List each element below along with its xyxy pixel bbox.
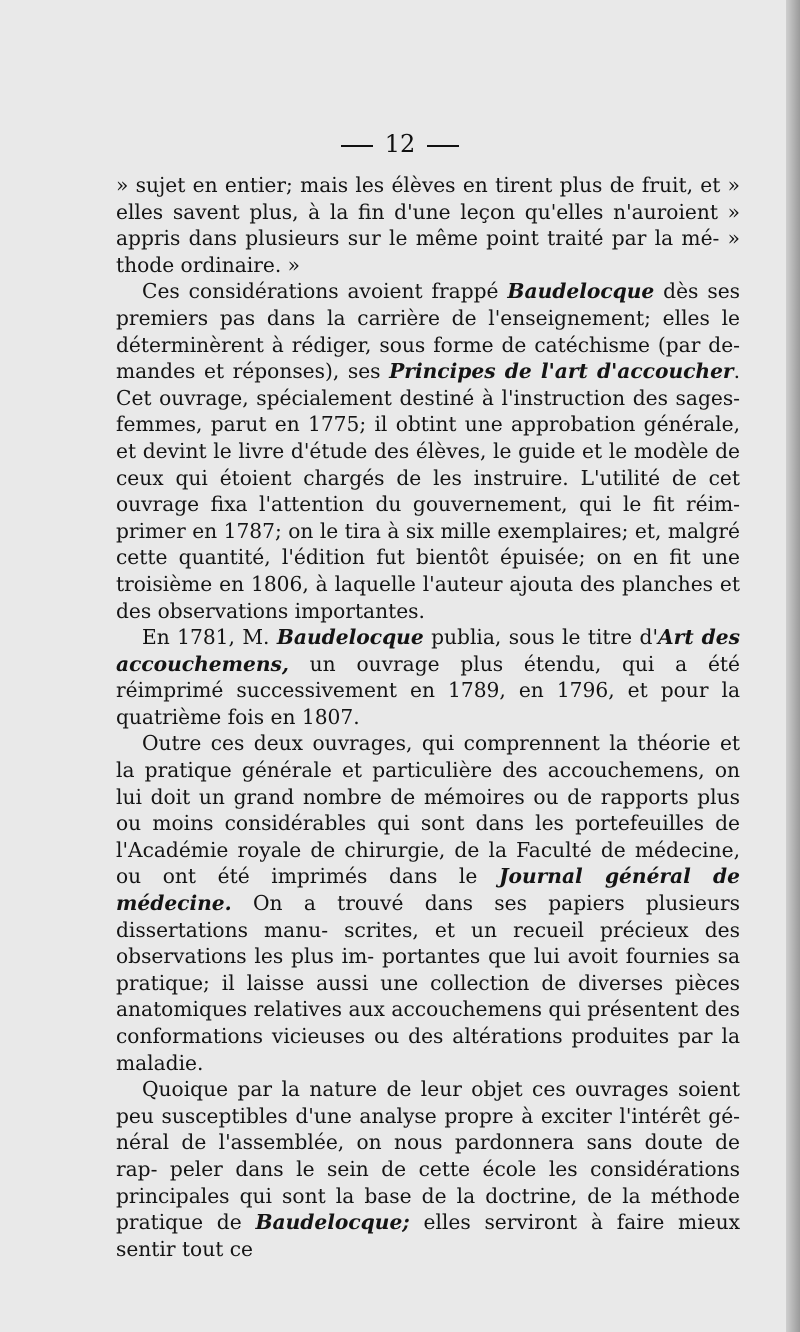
page-number: 12 — [384, 130, 416, 158]
italic-title: Baudelocque — [507, 279, 655, 304]
text-run: . Cet ouvrage, spécialement destiné à l'instruction des sages- femmes, parut en 1775; il obtint une approbation générale, et devint le livre d'étude des élèves, le guide et le modèle de ceux qui étoient chargés de les instruire. L'utilité de cet ouvrage fixa l'attention du gouvernement, qui le fit réim- primer en 1787; on le tira à six mille exemplaires; et, malgré cette quantité, l'édition fut bientôt épuisée; on en fit une troisième en 1806, à laquelle l'auteur ajouta des planches et des observations importantes. — [116, 359, 740, 623]
text-run: » sujet en entier; mais les élèves en tirent plus de fruit, et » elles savent plus, à la fin d'une leçon qu'elles n'auroient » appris dans plusieurs sur le même point traité par la mé- » thode ordinaire. » — [116, 173, 740, 277]
text-body — [116, 172, 740, 1262]
text-run: En 1781, M. — [142, 625, 277, 650]
text-run: un ouvrage plus étendu, qui a été réimprimé successivement en 1789, en 1796, et pour la quatrième fois en 1807. — [116, 651, 740, 729]
paragraph-3 — [116, 624, 740, 730]
page-edge — [786, 0, 800, 1332]
text-run: Outre ces deux ouvrages, qui comprennent la théorie et la pratique générale et particulière des accouchemens, on lui doit un grand nombre de mémoires ou de rapports plus ou moins considérables qui sont dans les portefeuilles de l'Académie royale de chirurgie, de la Faculté de médecine, ou ont été imprimés dans le — [116, 731, 740, 889]
header-dash-left — [341, 145, 373, 147]
text-run: dès ses premiers pas dans la carrière de l'enseignement; elles le déterminèrent à rédiger, sous forme de catéchisme (par de- mandes et réponses), ses — [116, 279, 741, 384]
text-run: Quoique par la nature de leur objet ces ouvrages soient peu susceptibles d'une analyse propre à exciter l'intérêt gé- néral de l'assemblée, on nous pardonnera sans doute de rap- peler dans le sein de cette école les considérations principales qui sont la base de la doctrine, de la méthode pratique de — [116, 1077, 740, 1235]
paragraph-5 — [116, 1076, 740, 1262]
text-run: On a trouvé dans ses papiers plusieurs dissertations manu- scrites, et un recueil précieux des observations les plus im- portantes que lui avoit fournies sa pratique; il laisse aussi une collection de diverses pièces anatomiques relatives aux accouchemens qui présentent des conformations vicieuses ou des altérations produites par la maladie. — [116, 891, 740, 1075]
paragraph-1 — [116, 172, 740, 278]
paragraph-4 — [116, 730, 740, 1076]
italic-title: Art des accouchemens, — [116, 625, 740, 676]
italic-title: Principes de l'art d'accoucher — [389, 359, 734, 384]
header-dash-right — [427, 145, 459, 147]
italic-title: Baudelocque — [276, 625, 424, 650]
italic-title: Baudelocque; — [255, 1210, 410, 1235]
text-run: elles serviront à faire mieux sentir tout ce — [116, 1210, 740, 1261]
text-run: Ces considérations avoient frappé — [142, 279, 508, 304]
paragraph-2 — [116, 278, 740, 624]
page-header — [0, 130, 800, 158]
italic-title: Journal général de médecine. — [116, 864, 740, 916]
text-run: publia, sous le titre d' — [423, 625, 659, 650]
